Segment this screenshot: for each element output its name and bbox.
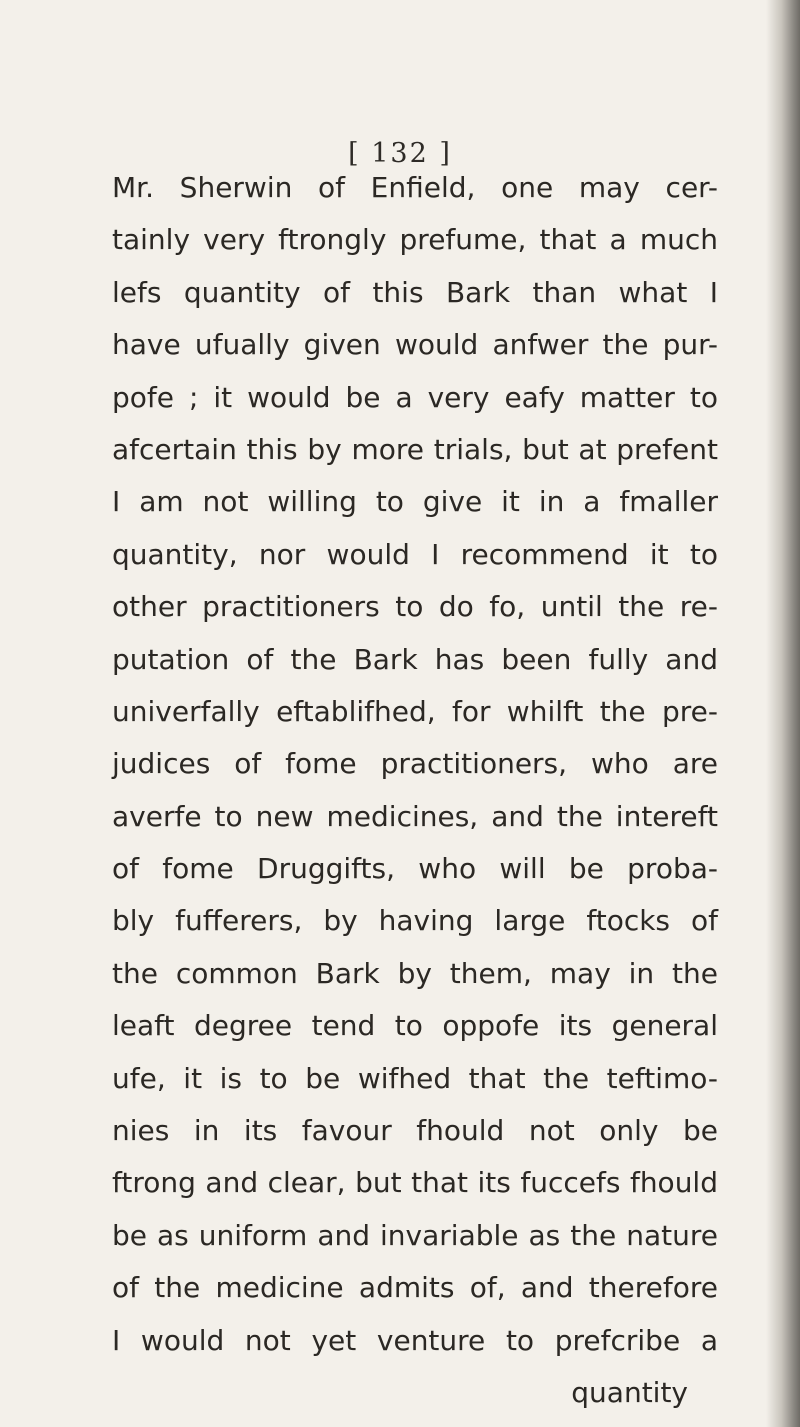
text-line: putation of the Bark has been fully and bbox=[112, 642, 718, 676]
text-line: pofe ; it would be a very eafy matter to bbox=[112, 380, 718, 414]
page-number-header: [ 132 ] bbox=[348, 138, 452, 169]
text-line: quantity, nor would I recommend it to bbox=[112, 537, 718, 571]
text-line: I would not yet venture to prefcribe a bbox=[112, 1323, 718, 1357]
text-line: ftrong and clear, but that its fuccefs fhould bbox=[112, 1166, 718, 1200]
text-line: leaft degree tend to oppofe its general bbox=[112, 1009, 718, 1043]
text-line: of the medicine admits of, and therefore bbox=[112, 1271, 718, 1305]
text-line: tainly very ftrongly prefume, that a much bbox=[112, 223, 718, 257]
body-text bbox=[112, 162, 718, 1419]
text-line: nies in its favour fhould not only be bbox=[112, 1114, 718, 1148]
catchword: quantity bbox=[571, 1375, 688, 1409]
text-line: averfe to new medicines, and the intereft bbox=[112, 799, 718, 833]
text-line: the common Bark by them, may in the bbox=[112, 956, 718, 990]
text-line: afcertain this by more trials, but at prefent bbox=[112, 432, 718, 466]
text-line: of fome Druggifts, who will be proba- bbox=[112, 852, 718, 886]
text-line: ufe, it is to be wifhed that the teftimo- bbox=[112, 1061, 718, 1095]
text-line: lefs quantity of this Bark than what I bbox=[112, 275, 718, 309]
text-line: be as uniform and invariable as the nature bbox=[112, 1218, 718, 1252]
text-line: judices of fome practitioners, who are bbox=[112, 747, 718, 781]
text-line: Mr. Sherwin of Enfield, one may cer- bbox=[112, 171, 718, 204]
text-line: have ufually given would anfwer the pur- bbox=[112, 328, 718, 362]
text-line: univerfally eftablifhed, for whilft the pre- bbox=[112, 694, 718, 728]
text-line: I am not willing to give it in a fmaller bbox=[112, 485, 718, 519]
page-edge-shadow bbox=[766, 0, 800, 1427]
text-line: other practitioners to do fo, until the re- bbox=[112, 590, 718, 624]
text-line: bly fufferers, by having large ftocks of bbox=[112, 904, 718, 938]
